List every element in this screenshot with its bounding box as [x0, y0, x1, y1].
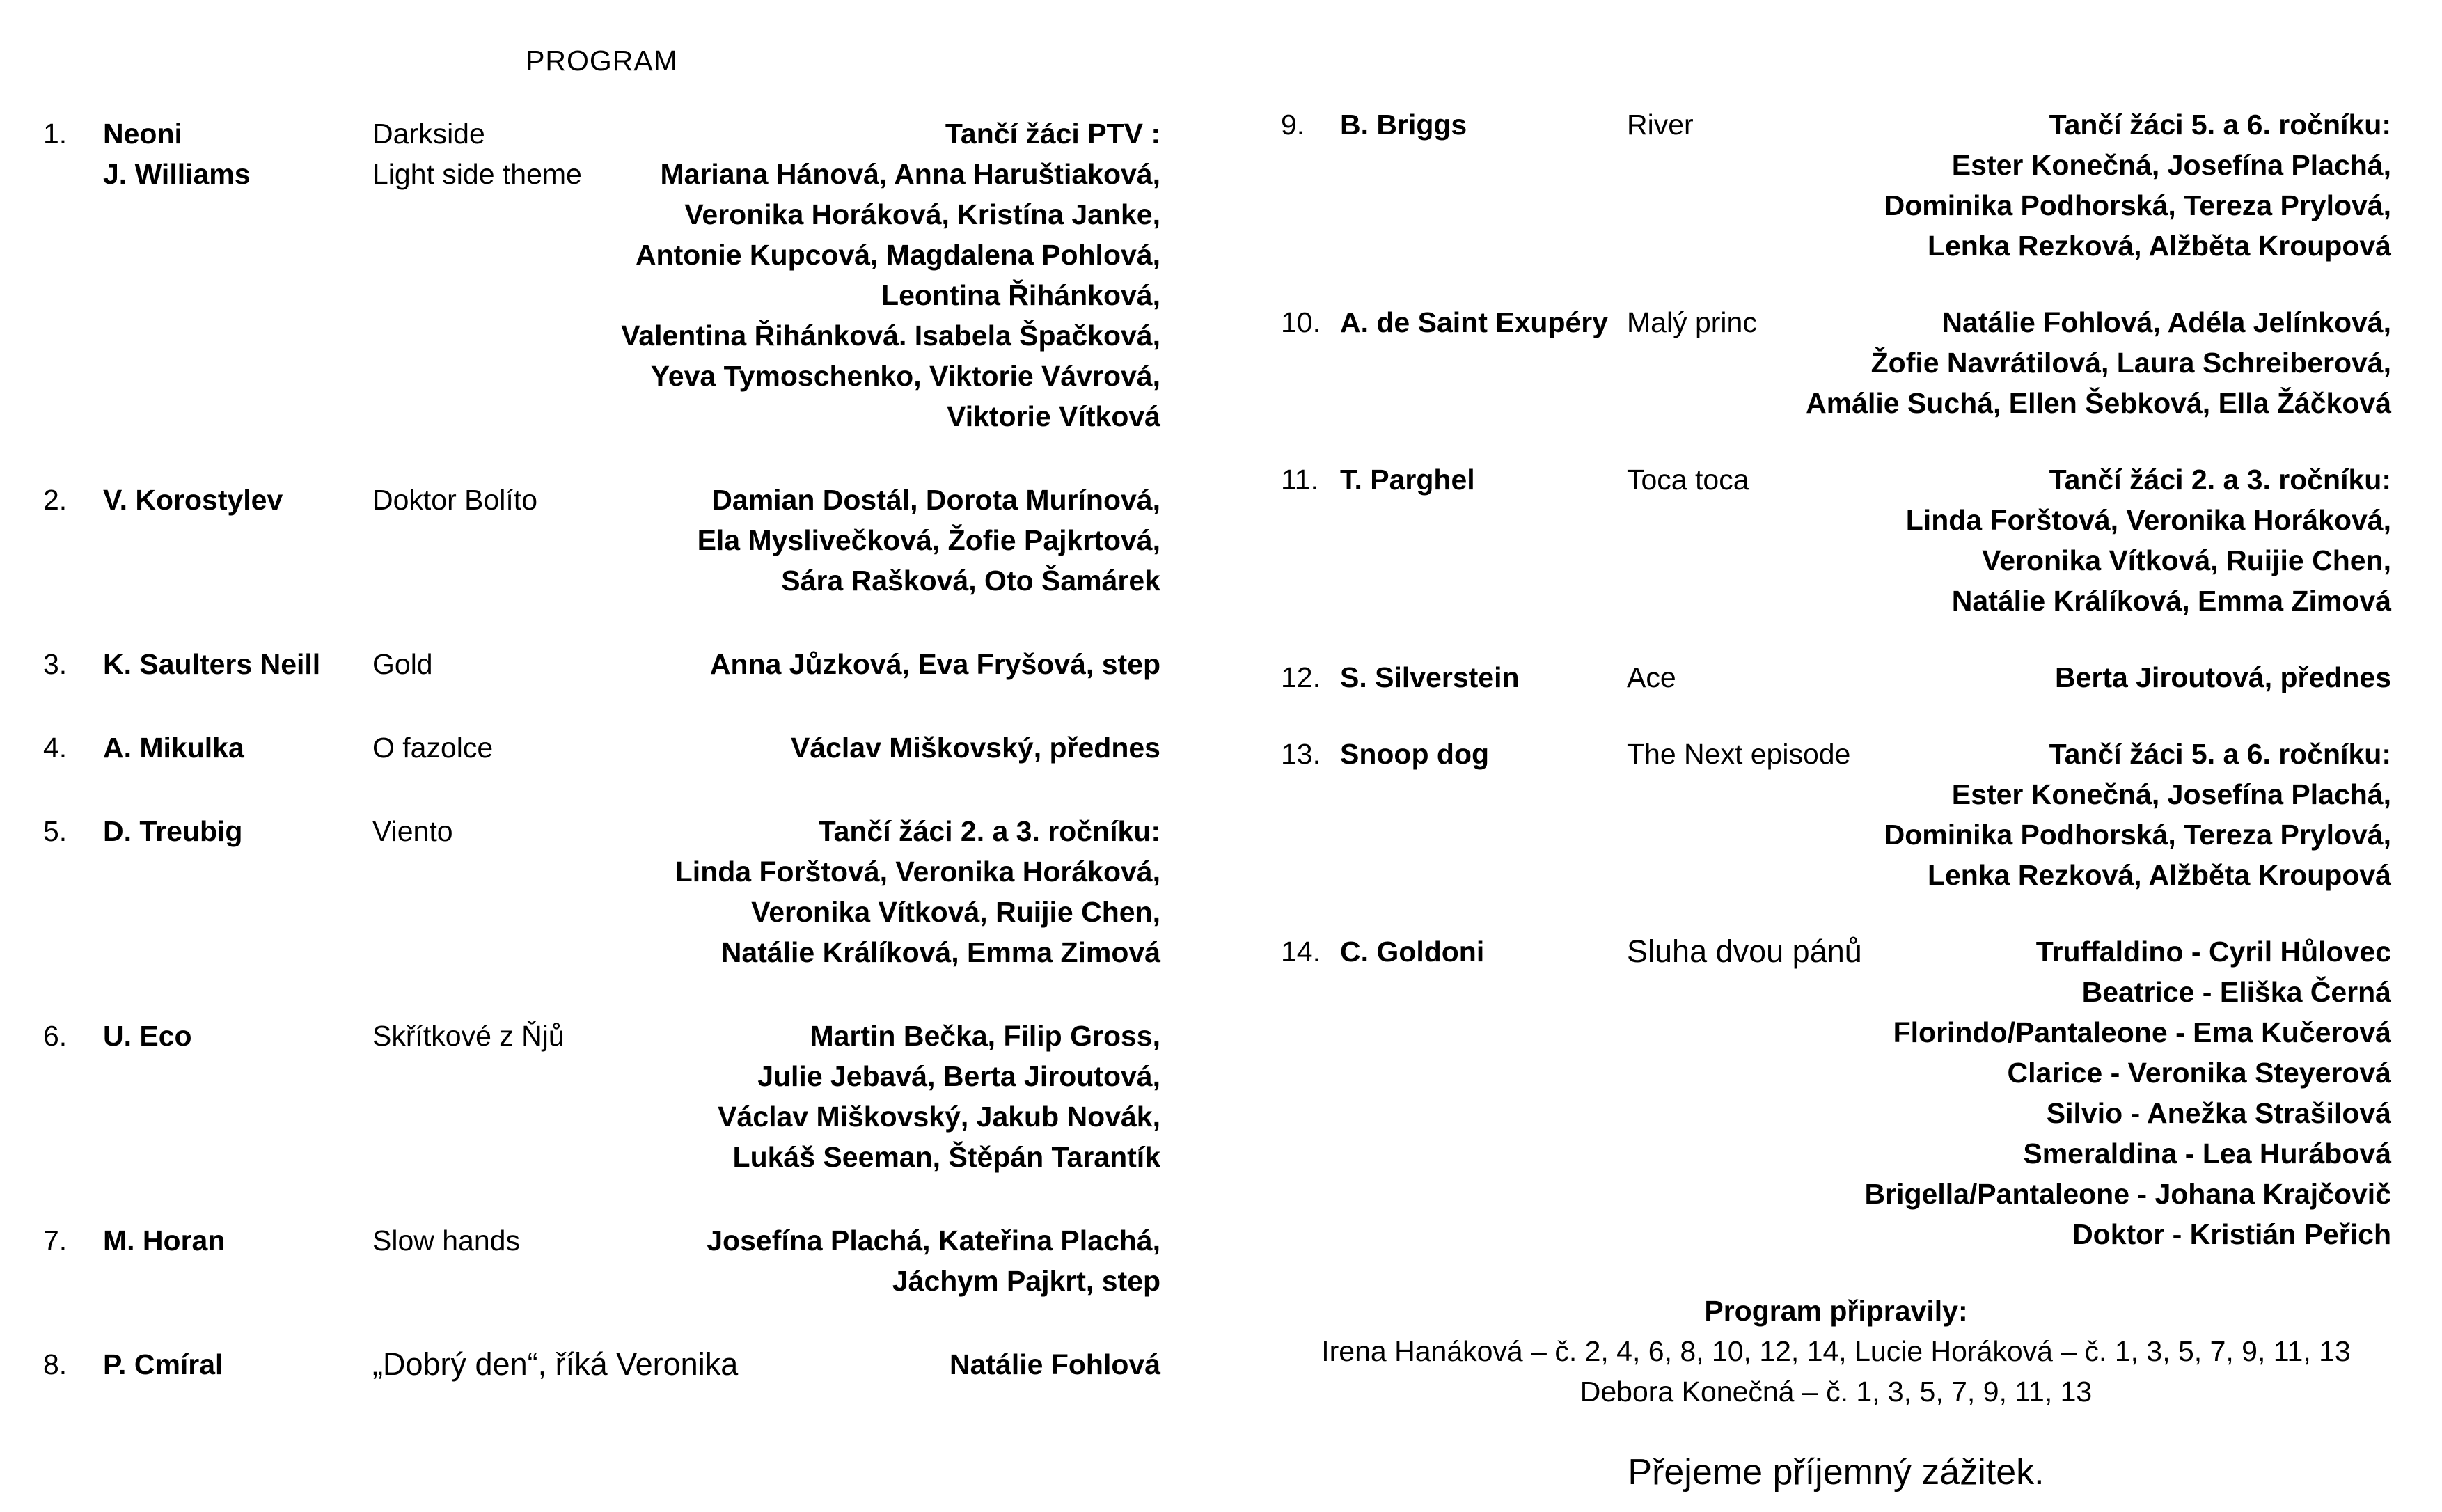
performer-line: Viktorie Vítková: [947, 400, 1160, 432]
program-entry: [43, 1220, 1160, 1301]
page-title: PROGRAM: [526, 45, 678, 77]
entry-titles: [372, 113, 582, 194]
performer-line: Tančí žáci 5. a 6. ročníku:: [2049, 738, 2391, 770]
entry-performers: [1627, 657, 2391, 698]
performer-line: Ela Myslivečková, Žofie Pajkrtová,: [697, 524, 1160, 556]
author-line: D. Treubig: [103, 815, 243, 847]
performer-line: Clarice - Veronika Steyerová: [2007, 1057, 2391, 1089]
performer-line: Tančí žáci PTV :: [945, 118, 1160, 150]
performer-line: Amálie Suchá, Ellen Šebková, Ella Žáčková: [1806, 387, 2391, 419]
program-entry: [43, 1016, 1160, 1177]
entry-performers: [372, 644, 1160, 684]
performer-line: Damian Dostál, Dorota Murínová,: [711, 484, 1160, 516]
performer-line: Valentina Řihánková. Isabela Špačková,: [621, 320, 1160, 352]
footer-heading: Program připravily:: [1704, 1295, 1968, 1327]
performer-line: Tančí žáci 5. a 6. ročníku:: [2049, 109, 2391, 141]
performer-line: Antonie Kupcová, Magdalena Pohlová,: [635, 239, 1160, 271]
performer-line: Josefína Plachá, Kateřina Plachá,: [707, 1224, 1160, 1257]
author-line: A. Mikulka: [103, 732, 244, 764]
left-column: [43, 40, 1160, 1428]
performer-line: Smeraldina - Lea Hurábová: [2023, 1137, 2391, 1170]
performer-line: Natálie Králíková, Emma Zimová: [720, 936, 1160, 968]
program-entry: [1281, 459, 2391, 621]
entry-authors: [103, 811, 372, 972]
entry-number: 6.: [43, 1020, 68, 1052]
program-entry: [1281, 734, 2391, 895]
entry-number: 1.: [43, 118, 68, 150]
author-line: J. Williams: [103, 158, 251, 190]
performer-line: Tančí žáci 2. a 3. ročníku:: [818, 815, 1160, 847]
performer-line: Linda Forštová, Veronika Horáková,: [1905, 504, 2391, 536]
title-line: River: [1627, 109, 1694, 141]
author-line: B. Briggs: [1340, 109, 1467, 141]
entry-authors: [1340, 104, 1627, 266]
performer-line: Lenka Rezková, Alžběta Kroupová: [1927, 859, 2391, 891]
entry-authors: [103, 113, 372, 436]
entry-number: 5.: [43, 815, 68, 847]
title-line: The Next episode: [1627, 738, 1851, 770]
program-entry: [43, 480, 1160, 601]
author-line: K. Saulters Neill: [103, 648, 321, 680]
entry-titles: [372, 1016, 565, 1056]
program-entry: [43, 811, 1160, 972]
entry-number: 12.: [1281, 661, 1321, 693]
entry-authors: [103, 1016, 372, 1177]
performer-line: Veronika Vítková, Ruijie Chen,: [1982, 544, 2391, 576]
performer-line: Brigella/Pantaleone - Johana Krajčovič: [1864, 1178, 2391, 1210]
performer-line: Natálie Králíková, Emma Zimová: [1951, 585, 2391, 617]
program-entry: [43, 727, 1160, 768]
performer-line: Doktor - Kristián Peřich: [2072, 1218, 2391, 1250]
performer-line: Václav Miškovský, přednes: [790, 732, 1160, 764]
performer-line: Veronika Vítková, Ruijie Chen,: [751, 896, 1160, 928]
entry-titles: [1627, 104, 1694, 145]
author-line: Neoni: [103, 118, 182, 150]
entry-titles: [372, 811, 453, 851]
entry-authors: [1340, 931, 1627, 1254]
entry-authors: [1340, 734, 1627, 895]
entry-authors: [1340, 459, 1627, 621]
footer: [1281, 1291, 2391, 1495]
entry-number: 7.: [43, 1224, 68, 1257]
performer-line: Žofie Navrátilová, Laura Schreiberová,: [1870, 347, 2391, 379]
performer-line: Yeva Tymoschenko, Viktorie Vávrová,: [650, 360, 1160, 392]
performer-line: Berta Jiroutová, přednes: [2054, 661, 2391, 693]
performer-line: Veronika Horáková, Kristína Janke,: [684, 198, 1160, 230]
performer-line: Tančí žáci 2. a 3. ročníku:: [2049, 464, 2391, 496]
program-entry: [43, 113, 1160, 436]
performer-line: Natálie Fohlová, Adéla Jelínková,: [1941, 306, 2391, 338]
program-entry: [1281, 104, 2391, 266]
title-line: Sluha dvou pánů: [1627, 934, 1862, 969]
footer-closing: Přejeme příjemný zážitek.: [1628, 1452, 2045, 1493]
performer-line: Martin Bečka, Filip Gross,: [810, 1020, 1160, 1052]
entry-authors: [103, 727, 372, 768]
author-line: M. Horan: [103, 1224, 226, 1257]
entry-titles: [372, 1344, 738, 1385]
title-line: „Dobrý den“, říká Veronika: [372, 1346, 739, 1382]
entry-authors: [1340, 302, 1627, 423]
entry-number: 13.: [1281, 738, 1321, 770]
title-line: Darkside: [372, 118, 485, 150]
entry-number: 10.: [1281, 306, 1321, 338]
entry-titles: [1627, 734, 1850, 774]
performer-line: Leontina Řihánková,: [881, 279, 1160, 311]
program-entry: [43, 1344, 1160, 1385]
performer-line: Sára Rašková, Oto Šamárek: [781, 565, 1160, 597]
author-line: P. Cmíral: [103, 1348, 223, 1380]
title-line: Toca toca: [1627, 464, 1749, 496]
title-line: O fazolce: [372, 732, 494, 764]
title-line: Viento: [372, 815, 453, 847]
performer-line: Václav Miškovský, Jakub Novák,: [718, 1101, 1160, 1133]
entry-titles: [372, 727, 493, 768]
entry-authors: [103, 480, 372, 601]
entry-authors: [103, 1220, 372, 1301]
title-line: Light side theme: [372, 158, 582, 190]
author-line: C. Goldoni: [1340, 936, 1485, 968]
entry-authors: [103, 1344, 372, 1385]
entry-number: 9.: [1281, 109, 1305, 141]
footer-credit-line: Irena Hanáková – č. 2, 4, 6, 8, 10, 12, 14, Lucie Horáková – č. 1, 3, 5, 7, 9, 11, 13: [1321, 1335, 2351, 1367]
right-column: [1281, 104, 2391, 1495]
entry-performers: [372, 811, 1160, 972]
author-line: S. Silverstein: [1340, 661, 1520, 693]
program-entry: [43, 644, 1160, 684]
entry-titles: [372, 480, 537, 520]
author-line: V. Korostylev: [103, 484, 283, 516]
performer-line: Dominika Podhorská, Tereza Prylová,: [1884, 819, 2391, 851]
entry-authors: [103, 644, 372, 684]
entry-titles: [1627, 657, 1676, 698]
entry-number: 14.: [1281, 936, 1321, 968]
title-line: Doktor Bolíto: [372, 484, 537, 516]
entry-number: 3.: [43, 648, 68, 680]
performer-line: Beatrice - Eliška Černá: [2081, 976, 2391, 1008]
author-line: A. de Saint Exupéry: [1340, 306, 1609, 338]
performer-line: Ester Konečná, Josefína Plachá,: [1951, 778, 2391, 810]
entry-authors: [1340, 657, 1627, 698]
performer-line: Florindo/Pantaleone - Ema Kučerová: [1893, 1016, 2391, 1048]
author-line: U. Eco: [103, 1020, 192, 1052]
performer-line: Dominika Podhorská, Tereza Prylová,: [1884, 189, 2391, 221]
performer-line: Linda Forštová, Veronika Horáková,: [675, 856, 1160, 888]
left-column-entries: [43, 113, 1160, 1385]
performer-line: Ester Konečná, Josefína Plachá,: [1951, 149, 2391, 181]
performer-line: Lenka Rezková, Alžběta Kroupová: [1927, 230, 2391, 262]
entry-number: 11.: [1281, 464, 1318, 496]
title-line: Ace: [1627, 661, 1676, 693]
performer-line: Anna Jůzková, Eva Fryšová, step: [709, 648, 1160, 680]
performer-line: Lukáš Seeman, Štěpán Tarantík: [732, 1141, 1160, 1173]
program-entry: [1281, 302, 2391, 423]
author-line: T. Parghel: [1340, 464, 1475, 496]
program-entry: [1281, 657, 2391, 698]
title-line: Slow hands: [372, 1224, 520, 1257]
entry-titles: [1627, 302, 1757, 342]
entry-titles: [1627, 459, 1749, 500]
footer-credit-line: Debora Konečná – č. 1, 3, 5, 7, 9, 11, 13: [1580, 1376, 2093, 1408]
entry-number: 2.: [43, 484, 68, 516]
entry-number: 8.: [43, 1348, 68, 1380]
author-line: Snoop dog: [1340, 738, 1490, 770]
program-entry: [1281, 931, 2391, 1254]
entry-number: 4.: [43, 732, 68, 764]
entry-titles: [372, 1220, 520, 1261]
performer-line: Silvio - Anežka Strašilová: [2046, 1097, 2391, 1129]
performer-line: Jáchym Pajkrt, step: [892, 1265, 1160, 1297]
title-line: Malý princ: [1627, 306, 1757, 338]
entry-performers: [1627, 104, 2391, 266]
title-line: Skřítkové z Ňjů: [372, 1020, 565, 1052]
performer-line: Julie Jebavá, Berta Jiroutová,: [757, 1060, 1160, 1092]
performer-line: Mariana Hánová, Anna Haruštiaková,: [660, 158, 1160, 190]
performer-line: Truffaldino - Cyril Hůlovec: [2035, 936, 2391, 968]
title-line: Gold: [372, 648, 433, 680]
entry-titles: [372, 644, 433, 684]
performer-line: Natálie Fohlová: [949, 1348, 1160, 1380]
entry-titles: [1627, 931, 1862, 972]
entry-performers: [1627, 931, 2391, 1254]
right-column-entries: [1281, 104, 2391, 1254]
